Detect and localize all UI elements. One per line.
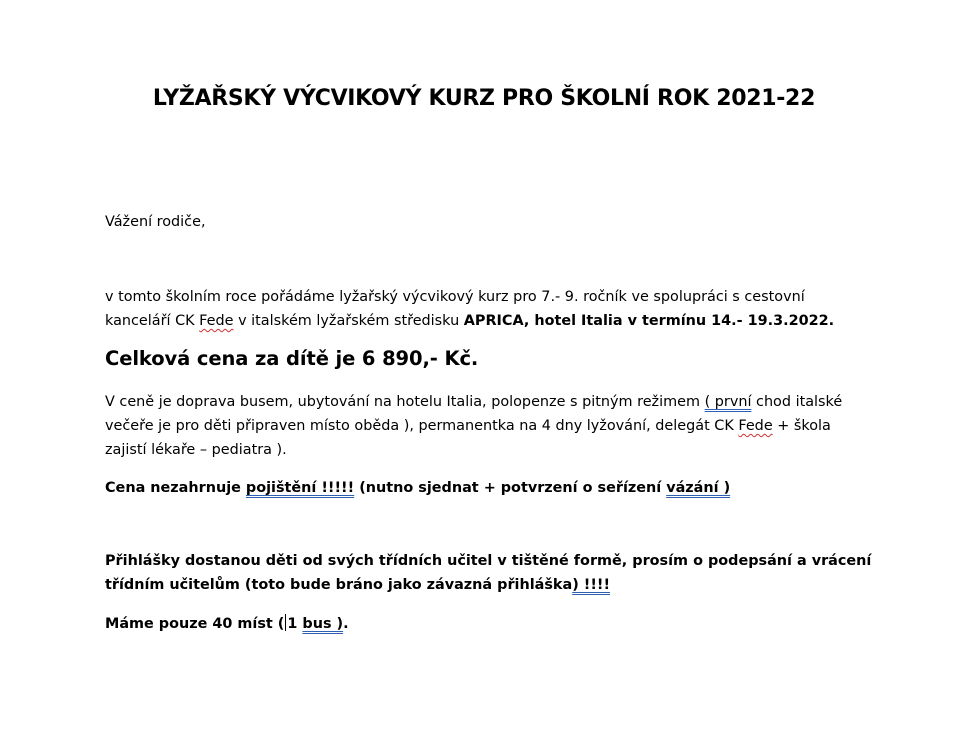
price-heading: Celková cena za dítě je 6 890,- Kč.: [105, 347, 479, 370]
intro-text-b: v italském lyžařském středisku: [233, 313, 464, 329]
capacity-text-c: .: [343, 616, 349, 632]
intro-paragraph: [105, 285, 875, 333]
applications-line-2: [105, 573, 875, 597]
exclusions-text-a: Cena nezahrnuje: [105, 480, 246, 496]
includes-line-3: zajistí lékaře – pediatra ).: [105, 442, 287, 458]
intro-line-2: [105, 309, 875, 333]
applications-line-1: Přihlášky dostanou děti od svých třídních učitel v tištěné formě, prosím o podepsání a vrácení: [105, 553, 872, 569]
grammar-flag-prvni: ( první: [704, 394, 752, 410]
intro-text-a: kanceláří CK: [105, 313, 200, 329]
applications-paragraph: [105, 549, 875, 597]
spelling-flag-fede: Fede: [199, 313, 234, 329]
spelling-flag-fede-2: Fede: [738, 418, 773, 434]
document-title: LYŽAŘSKÝ VÝCVIKOVÝ KURZ PRO ŠKOLNÍ ROK 2021-22: [152, 86, 816, 111]
includes-text-b: chod italské: [751, 394, 843, 410]
exclusions-paragraph: [105, 476, 875, 500]
includes-line-1: [105, 390, 875, 414]
intro-line-1: v tomto školním roce pořádáme lyžařský výcvikový kurz pro 7.- 9. ročník ve spolupráci s cestovní: [105, 289, 805, 305]
includes-text-a: V ceně je doprava busem, ubytování na hotelu Italia, polopenze s pitným režimem: [105, 394, 705, 410]
grammar-flag-vazani: vázání ): [666, 480, 731, 496]
includes-text-c: večeře je pro děti připraven místo oběda ), permanentka na 4 dny lyžování, delegát CK: [105, 418, 739, 434]
grammar-flag-exclaim: ) !!!!: [572, 577, 611, 593]
greeting: Vážení rodiče,: [105, 214, 206, 230]
grammar-flag-pojisteni: pojištění !!!!!: [245, 480, 355, 496]
capacity-text-b: 1: [287, 616, 303, 632]
includes-line-2: [105, 414, 875, 438]
grammar-flag-bus: bus ): [302, 616, 344, 632]
includes-paragraph: [105, 390, 875, 462]
capacity-text-a: Máme pouze 40 míst (: [105, 616, 285, 632]
applications-text-a: třídním učitelům (toto bude bráno jako závazná přihláška: [105, 577, 573, 593]
intro-destination: APRICA, hotel Italia v termínu 14.- 19.3.2022.: [463, 313, 835, 329]
exclusions-text-b: (nutno sjednat + potvrzení o seřízení: [354, 480, 667, 496]
includes-text-d: + škola: [772, 418, 831, 434]
capacity-paragraph: [105, 612, 875, 636]
